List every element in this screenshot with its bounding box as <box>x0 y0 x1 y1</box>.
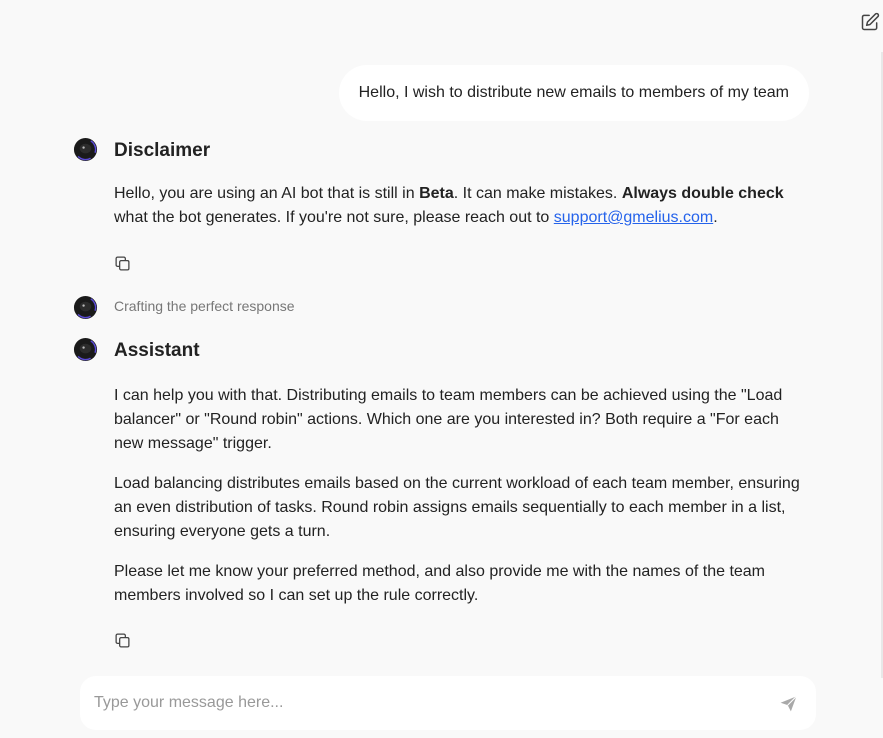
assistant-paragraph: Load balancing distributes emails based on the current workload of each team member, ensuring an even distribution of tasks. Round robin assigns emails sequentially to each member in a list, ensuring everyone gets a turn. <box>114 475 800 540</box>
beta-label: Beta <box>419 185 454 202</box>
assistant-paragraph: I can help you with that. Distributing emails to team members can be achieved using the "Load balancer" or "Round robin" actions. Which one are you interested in? Both require a "For each new message" trigger. <box>114 387 783 452</box>
assistant-paragraph: Please let me know your preferred method, and also provide me with the names of the team members involved so I can set up the rule correctly. <box>114 563 766 604</box>
disclaimer-sender: Disclaimer <box>114 140 211 161</box>
bot-avatar-icon <box>73 295 98 320</box>
disclaimer-message: Hello, you are using an AI bot that is still in Beta. It can make mistakes. Always double check what the bot generates. If you're not sure, please reach out to support@gmelius.com. <box>114 185 784 226</box>
message-input[interactable] <box>94 676 764 730</box>
assistant-sender: Assistant <box>114 340 200 361</box>
copy-icon[interactable] <box>114 632 131 649</box>
user-message-text: Hello, I wish to distribute new emails to members of my team <box>358 84 789 101</box>
bot-avatar-icon <box>73 137 98 162</box>
paper-plane-icon[interactable] <box>779 694 798 713</box>
user-message-bubble <box>339 65 809 121</box>
status-text: Crafting the perfect response <box>114 298 295 314</box>
bot-avatar-icon <box>73 337 98 362</box>
double-check-label: Always double check <box>621 185 784 202</box>
edit-square-icon[interactable] <box>860 12 880 32</box>
assistant-message <box>114 384 806 624</box>
support-email-link[interactable]: support@gmelius.com <box>553 209 714 226</box>
message-composer <box>80 676 816 730</box>
copy-icon[interactable] <box>114 255 131 272</box>
